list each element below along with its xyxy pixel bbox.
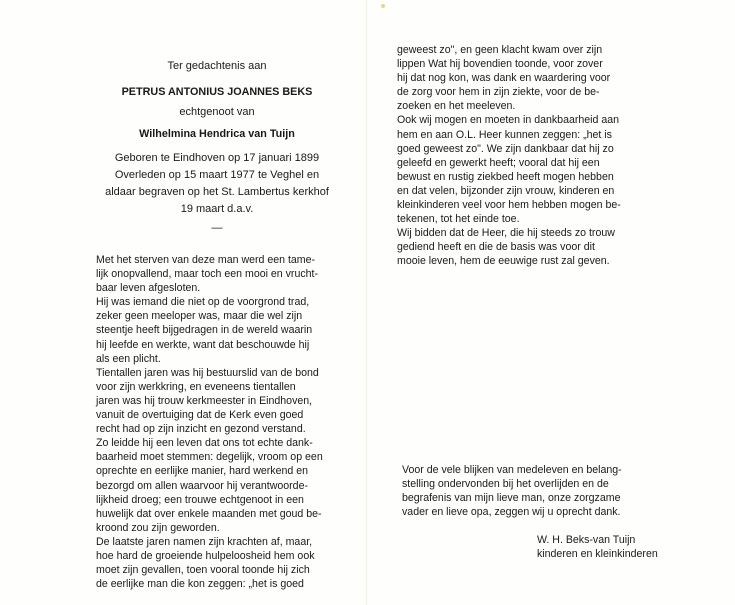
text-line: moet zijn gevallen, toen vooral toonde hij zich — [96, 564, 310, 577]
text-line: lippen Wat hij bovendien toonde, voor zover — [397, 58, 603, 71]
text-line: bewust en rustig ziekbed heeft mogen hebben — [397, 170, 614, 183]
paper-speck — [381, 4, 385, 8]
text-line: Ook wij mogen en moeten in dankbaarheid aan — [397, 114, 620, 127]
spouse-of-line: echtgenoot van — [179, 106, 255, 118]
text-line: tekenen, tot het einde toe. — [397, 213, 520, 226]
text-line: kroond zou zijn geworden. — [96, 521, 220, 534]
text-line: oprechte en eerlijke manier, hard werkend en — [96, 465, 308, 478]
text-line: baar leven afgesloten. — [96, 282, 201, 295]
text-line: baarheid moet stemmen: degelijk, vroom op een — [96, 451, 323, 464]
text-line: stelling ondervonden bij het overlijden en de — [402, 478, 609, 491]
text-line: huwelijk dat over enkele maanden met goud be- — [96, 507, 322, 520]
text-line: lijkheid droeg; een trouwe echtgenoot in een — [96, 493, 304, 506]
spouse-name: Wilhelmina Hendrica van Tuijn — [139, 128, 295, 140]
text-line: en dat velen, bijzonder zijn vrouw, kinderen en — [397, 184, 615, 197]
text-line: steentje heeft bijgedragen in de wereld waarin — [96, 324, 313, 337]
text-line: voor zijn werkkring, en eveneens tientallen — [96, 380, 296, 393]
text-line: begrafenis van mijn lieve man, onze zorgzame — [402, 492, 621, 505]
text-line: lijk onopvallend, maar toch een mooi en vrucht- — [96, 268, 318, 281]
text-line: recht had op zijn inzicht en gezond verstand. — [96, 423, 306, 436]
text-line: zeker geen meeloper was, maar die wel zijn — [96, 310, 303, 323]
text-line: bezorgd om allen waarvoor hij verantwoorde- — [96, 479, 308, 492]
text-line: jaren was hij trouw kerkmeester in Eindhoven, — [96, 394, 313, 407]
text-line: als een plicht. — [96, 352, 161, 365]
thanks-text — [402, 463, 694, 519]
text-line: Voor de vele blijken van medeleven en belang- — [402, 464, 622, 476]
text-line: Tientallen jaren was hij bestuurslid van de bond — [96, 366, 319, 379]
signature-name: W. H. Beks-van Tuijn — [537, 534, 636, 546]
text-line: geweest zo", en geen klacht kwam over zijn — [397, 44, 603, 56]
text-line: mooie leven, hem de eeuwige rust zal geven. — [397, 255, 610, 268]
text-line: vader en lieve opa, zeggen wij u oprecht dank. — [402, 506, 621, 519]
died-line: Overleden op 15 maart 1977 te Veghel en — [114, 169, 320, 181]
text-line: geleefd en gewerkt heeft; vooral dat hij een — [397, 156, 600, 169]
text-line: zoeken en het meeleven. — [397, 100, 516, 113]
text-line: Hij was iemand die niet op de voorgrond trad, — [96, 296, 310, 309]
text-line: hem en aan O.L. Heer kunnen zeggen: „het is — [397, 128, 612, 141]
text-line: de zorg voor hem in zijn ziekte, voor de be- — [397, 86, 600, 99]
text-line: hij dat nog kon, was dank en waardering voor — [397, 72, 611, 85]
text-line: goed geweest zo". We zijn dankbaar dat hij zo — [397, 142, 614, 155]
buried-line: aldaar begraven op het St. Lambertus kerkhof — [105, 186, 329, 198]
born-line: Geboren te Eindhoven op 17 januari 1899 — [114, 152, 320, 164]
text-line: de eerlijke man die kon zeggen: „het is goed — [96, 578, 304, 591]
text-line: De laatste jaren namen zijn krachten af, maar, — [96, 535, 313, 548]
fold-line — [366, 0, 367, 605]
separator-dash: — — [211, 222, 223, 234]
text-line: Met het sterven van deze man werd een tame- — [96, 254, 316, 266]
text-line: Wij bidden dat de Heer, die hij steeds zo trouw — [397, 227, 615, 240]
text-line: gediend heeft en die de basis was voor dit — [397, 241, 595, 254]
in-memory-line: Ter gedachtenis aan — [167, 60, 267, 72]
deceased-name: PETRUS ANTONIUS JOANNES BEKS — [121, 86, 313, 98]
text-line: hoe hard de groeiende hulpeloosheid hem ook — [96, 549, 315, 562]
signature-family: kinderen en kleinkinderen — [537, 548, 658, 560]
text-line: Zo leidde hij een leven dat ons tot echte dank- — [96, 437, 313, 450]
text-line: kleinkinderen veel voor hem hebben mogen be- — [397, 199, 621, 212]
text-line: vanuit de overtuiging dat de Kerk even goed — [96, 409, 304, 422]
burial-date-line: 19 maart d.a.v. — [180, 203, 254, 215]
right-body-text — [397, 43, 694, 269]
left-body-text — [96, 253, 338, 591]
text-line: hij leefde en werkte, want dat beschouwde hij — [96, 338, 310, 351]
